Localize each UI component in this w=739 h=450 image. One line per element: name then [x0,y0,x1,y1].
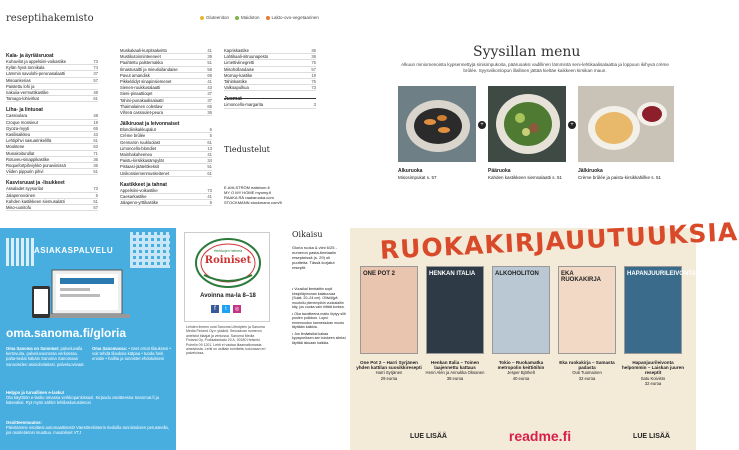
page-number: 5 [209,200,212,206]
index-entry [120,171,212,177]
legend [200,15,319,20]
index-category: Kala- ja äyriäisruoat [6,53,54,59]
supplier-line: STOCKMANN stockmann.com/fi [224,200,282,205]
page-number: 13 [207,145,212,151]
recipe-name: Pistaasi-jäätelökeksit [120,164,160,170]
recipe-name: Gennaron ruukluolast [120,139,161,145]
book-price: 38 euroa [446,375,464,381]
plus-icon: + [568,121,576,129]
customer-service-ad [0,228,176,450]
index-title: reseptihakemisto [6,13,94,24]
recipe-name: Tamago-lohivirkat [6,96,39,102]
correction-list [292,287,346,347]
dish-caption [398,168,482,180]
book-author: Outi Tuomainen [572,370,602,376]
ad-col2-text: • näet ornat tilauksesi • voit tehdä tilauksia kätpaa • tuoda heiti eniotie • hallita ja tunnistet ehdotuksesi [92,346,171,362]
legend-label: Gluteeniton [206,15,230,20]
legend-item [200,15,229,20]
dish-title: Jälkiruoka [578,168,603,174]
recipe-name: Munakoiturullat [6,150,35,156]
recipe-name: Kasilisaikkeu [6,132,31,138]
page-number: 37 [93,71,98,77]
recipe-name: Miso-uunitofu [6,205,32,211]
page-number: 51 [207,60,212,66]
book-author: Satu Koivisto [640,375,666,381]
ad-col1-title: Oma Sanoma on Sanomat: [6,346,60,351]
recipe-name: Assaladet syysurilat [6,186,44,192]
recipe-name: Rotuveu-sinappikastike [6,156,50,162]
index-entry [224,102,316,108]
index-column-1 [6,48,98,211]
read-more-link[interactable]: LUE LISÄÄ [633,432,670,440]
index-entry [120,110,212,116]
book-cover[interactable] [624,266,696,354]
recipe-name: Limettiviinegretti [224,60,255,66]
page-number: 5 [209,133,212,139]
book-info [356,360,422,381]
book-info [620,360,686,386]
recipe-name: Croque monsieur [6,119,39,125]
page-number: 36 [93,156,98,162]
dish-title: Pääruoka [488,168,511,174]
index-column-3 [224,48,316,109]
dish-image-dessert [578,86,674,162]
dish-caption [578,168,662,180]
page-number: 5 [95,192,98,198]
page-number: 61 [93,138,98,144]
recipe-name: Vihreä cassoulet-peura [120,110,163,116]
page-number: 36 [207,110,212,116]
book-cover-title: HENKAN ITALIA [429,271,476,277]
menu-lead: Alkuun miniomenoista kypsennettyjä sinisimpukoita, pääruoaksi vadillinen lämmintä seni-lehtikaalisalaattia ja loppuun ikihyvä crème brûlée. Syysviikonlopun illallinen jättää kieltäe kaikkeen kirsikan maun. [401,62,669,73]
recipe-name: Lahtikaali-sitruunapesto [224,54,269,60]
recipe-name: Kahden kastikkeen siemusalatti [6,198,65,204]
page-number: 34 [207,158,212,164]
dish-title: Alkuruoka [398,168,423,174]
recipe-name: Blondiinikakkupalut [120,127,156,133]
page-number: 37 [207,91,212,97]
recipe-name: Misoankerias [6,77,31,83]
correction-item: • Oka tavoitteena maito löytyy silit puolen pullokon. Lopsi ennenuodun kannesiukan muoto täyttään kaikkia. [292,311,346,329]
recipe-name: Mainhakaheeneu [120,152,153,158]
instagram-icon[interactable]: ◎ [234,306,240,312]
book-cover[interactable] [360,266,418,354]
page-number: 36 [93,163,98,169]
facebook-icon[interactable]: f [211,305,219,313]
roiniset-tag: Herkkujen helmeä [213,249,243,253]
ad-col2-title: Oma Sanomassa: [92,346,128,351]
recipe-name: Sieni-pinaattioqet [120,91,153,97]
ad-url[interactable]: oma.sanoma.fi/gloria [6,326,127,340]
recipe-name: Mustikutoinninteeneet [120,54,161,60]
legend-label: Maidoton [241,15,260,20]
legend-dot [266,16,270,20]
recipe-name: Viiden pippurin pihvi [6,169,44,175]
supplier-line: E.AHLSTRÖM ealstrom.fi [224,185,270,190]
recipe-name: Unikonsiemenmuskeitenet [120,170,170,176]
recipe-name: Thaimalainen coleslaw [120,103,163,109]
page-number: 3 [313,102,316,108]
index-column-2 [120,48,212,206]
index-entry [224,85,316,91]
page-number: 41 [207,194,212,200]
legend-dot [235,16,239,20]
opening-hours: Avoinna ma-la 8–18 [200,293,256,299]
page-number: 61 [93,96,98,102]
book-info [422,360,488,381]
ad-help-title: Helppo ja turvallinen e-lasku! [6,390,65,395]
book-cover-title: EKA RUOKAKIRJA [561,271,602,283]
page-number: 37 [207,97,212,103]
ad-help-text: Ota käyttöön e-lasku omassa verkkopankissasi. Kirjaudu osoitteessa Sanomat.fi ja käteväksi. Ryt myös sähkö lehtilaskutustietosi [6,395,159,406]
page-number: 58 [207,66,212,72]
book-cover-title: ALKOHOLITON [495,271,539,277]
page-number: 65 [207,103,212,109]
laptop-phone-illustration [30,266,140,322]
recipe-name: Paistettu lohi ja [6,83,35,89]
page-number: 61 [207,170,212,176]
book-info [554,360,620,381]
page-number: 48 [93,90,98,96]
book-author: Jesper Björkelt [507,370,535,376]
divider [224,98,316,99]
pattern-decoration [6,238,34,266]
recipe-name: Kuhavilot ja appelsiini-voikastike [6,59,67,64]
page-number: 43 [207,85,212,91]
dish-text: Kahden kastikkeen siemsalaatti s. 51 [488,174,563,180]
book-author: Harri Syrjänen [375,370,403,376]
book-cover[interactable] [558,266,616,354]
recipe-name: Tahini-punakaalisalaatti [120,97,164,103]
index-entry [6,169,98,175]
recipe-name: Kylän hyvä tonnikala [6,65,45,71]
recipe-name: Mornay-kastike [224,72,253,78]
book-title: Tokio – Ruokamatka metropolin keittiöihin [497,360,545,371]
recipe-name: Limoncello-margarita [224,102,264,108]
ad-contact-title: Osoitteenmuutos: [6,420,42,425]
roiniset-name: Roiniset [204,255,252,266]
recipe-name: nakuiia-vermuttikastike [6,90,49,96]
supplier-line: RAAKA RÄ raakaruoka.com [224,195,274,200]
page-number: 61 [207,139,212,145]
dish-text: Misosimpukat s. 57 [398,174,437,180]
recipe-name: Paistu-kirsikkasämpylät [120,158,164,164]
book-title: Henkan Italia – Toinen laajennettu kattaus [430,360,480,371]
recipe-name: Lämmin savulohi-perunasalaatti [6,71,66,77]
recipe-name: Kapriskastike [224,48,249,53]
page-number: 74 [93,65,98,71]
page-number: 71 [93,150,98,156]
page-number: 19 [311,72,316,78]
plus-icon: + [478,121,486,129]
supplier-line: MY O MY HOME myomy.fi [224,190,272,195]
page-number: 63 [93,144,98,150]
twitter-icon[interactable]: t [222,305,230,313]
book-title: Hapanjuurileivonta helpommin – Laiskan juuren reseptit [621,360,685,376]
page-number: 51 [207,164,212,170]
recipe-name: Misohollandaise [224,66,255,72]
page-number: 68 [207,72,212,78]
dish-image-starter [398,86,476,162]
page-number: 39 [207,54,212,60]
index-entry [6,96,98,102]
page-number: 57 [311,66,316,72]
page-number: 43 [93,132,98,138]
book-author: Henri Alén ja Annukka Oksanen [425,370,485,376]
book-cover-title: HAPANJUURILEIVONTA [627,271,696,277]
correction-item: • Jos limäatsiksi kakaa kypsyneiksen sen tuiskeen sileksi täyttää iskuaan kaikkia. [292,331,346,345]
book-cover-title: ONE POT 2 [363,271,396,277]
index-category: Liha- ja lintuoat [6,107,43,114]
page-number: 36 [311,54,316,60]
recipe-name: Roquefortpihviykkö punaviinissä [6,163,66,169]
recipe-name: Valkoapulkua [224,85,249,91]
recipe-name: Gyoza-myyti [6,125,30,131]
book-cover[interactable] [426,266,484,354]
dish-image-main [488,86,566,162]
cookbook-ad [350,217,739,450]
cookbook-footer [410,428,670,444]
page-number: 48 [93,113,98,119]
recipe-name: Muskakaali-kurpitsakeitto [120,48,168,53]
legend-label: Lakto-ovo-vegetaarinen [271,15,319,20]
page-number: 73 [93,186,98,192]
recipe-name: Cassoulara [6,113,28,119]
correction-title: Oikaisu [292,230,323,239]
index-category: Kastikkeet ja tahnat [120,181,167,188]
roiniset-ad [184,232,270,322]
tiedustelut-title: Tiedustelut [224,145,270,154]
recipe-name: Caesarkastike [120,194,147,200]
recipe-name: Pikkeldidyt sinapinsiemenet [120,79,172,85]
legend-item [266,15,319,20]
book-title: One Pot 2 – Harri Syrjänen yhden kattilan suosikkiresepti [356,360,422,371]
page-number: 75 [311,79,316,85]
recipe-name: Sienen-ruukkusalaatti [120,85,161,91]
book-cover[interactable] [492,266,550,354]
recipe-name: Ilmastusaltti ja mieutioilandaise [120,66,178,72]
index-category: Jälkiruoat ja leivonnaiset [120,121,180,128]
page-number: 73 [93,59,98,64]
page-number: 51 [93,198,98,204]
index-entry [6,205,98,211]
social-icons [211,305,241,313]
recipe-name: Mooktene [6,144,25,150]
menu-title: Syysillan menu [473,44,581,60]
dish-caption [488,168,572,180]
recipe-name: Tahinkastike [224,79,248,85]
page-number: 65 [93,125,98,131]
book-info [488,360,554,381]
recipe-name: Lehtipihvi sasuarinkelillä [6,138,52,144]
index-entry [120,200,212,206]
page-number: 57 [93,205,98,211]
page-number: 36 [311,48,316,53]
read-more-link[interactable]: LUE LISÄÄ [410,432,447,440]
page-number: 57 [93,77,98,83]
recipe-name: Limoncello-blondiet [120,145,157,151]
imprint-text: Lehden ilmeen ovat Sanoma Lifestylein ja Sanoma Media Finland Oy:n yksiköt. Seuraavan numeron aineistot tilaajat ja verkossa. Sanoma Media Finland Oy, Porkkalankatu 20 A, 00180 Helsinki. Puhelin 09 1201. Lehti ei vastaa tilaamattomasta aineistosta. Lehti on osittain toimitettu kokonaan eri palveluissa. [186,325,266,356]
recipe-name: Paahtettu palsternakka [120,60,163,66]
correction-item: • Vuusikal limetaittin sopii kirsipiläpinonan kalatuuvaa (Sulat. 20–24 cm). Oliiviöljyä muotoilu pienempikin vuokalaitin käy, jos vuoka vain riittää korkea. [292,287,345,309]
brand-logo[interactable]: readme.fi [508,428,572,444]
tiedustelut-list [224,185,344,205]
ad-header: ASIAKASPALVELU [34,246,114,255]
page-number: 19 [93,119,98,125]
legend-dot [200,16,204,20]
dish-text: Crème brûlée ja paistu-kirsikkahillke s. 51 [578,174,662,180]
book-title: Eka ruokakirja – Samasta padasta [559,360,615,371]
page-number: 6 [209,127,212,133]
book-price: 32 euroa [644,380,662,386]
page-number: 41 [207,152,212,158]
page-number: 75 [311,60,316,66]
index-category: Kasvisruuat ja -lisukkeet [6,180,65,187]
cookbook-title: RUOKAKIRJAUUTUUKSIA [379,217,739,265]
page-number: 51 [93,169,98,175]
book-price: 29 euroa [380,375,398,381]
page-number: 73 [311,85,316,91]
legend-item [235,15,260,20]
book-price: 40 euroa [512,375,530,381]
ad-contact-text: Päivitämme osoittesi automaattisesti! Väestörekisterin tiedoilla tunnistuksen perusteella, jos osoitetietosi muuttuu. muutokset VTJ [6,425,169,436]
recipe-name: Pavut amandisk [120,72,150,78]
recipe-name: Jalapenovoinen [6,192,36,198]
page-number: 41 [207,79,212,85]
ad-col1-text: palveluvalla kertovuita, palveluvuorossa verkosssa. palta-tiedat käkäin Sanoma Sanomaan sanoosiden asioidovlaitasi. palveluovivaat. [6,346,85,367]
page-number: 41 [207,48,212,53]
page-number: 73 [207,187,212,193]
book-price: 32 euroa [578,375,596,381]
recipe-name: Appelsiini-voikastike [120,187,158,193]
index-category: Juomat [224,96,242,103]
pattern-decoration [130,232,170,268]
recipe-name: Jalapeno-yrttikastike [120,200,159,206]
recipe-name: Crème brûlée [120,133,146,139]
correction-lead: Gloria ruoka & viini 6/25 -numeron pasta-tinetaalin resepteissä (s. 29) oli puutteita. Tässä korjatut reseptit. [292,245,337,270]
